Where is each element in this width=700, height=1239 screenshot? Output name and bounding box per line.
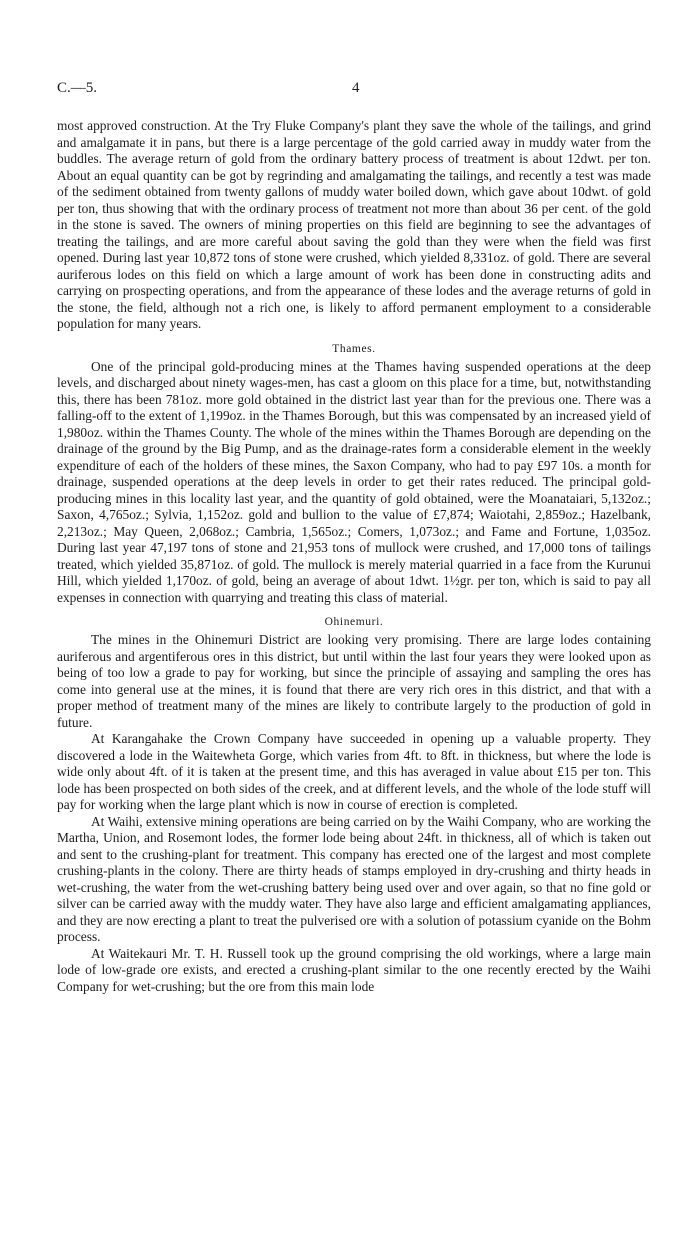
- paragraph-2: One of the principal gold-producing mines at the Thames having suspended operations at the deep levels, and discharged about ninety wages-men, has cast a gloom on this place for a time, but, notwithstanding this, there has been 781oz. more gold obtained in the district last year than for the previous one. There was a falling-off to the extent of 1,199oz. in the Thames Borough, but this was compensated by an increased yield of 1,980oz. within the Thames County. The whole of the mines within the Thames Borough are depending on the drainage of the ground by the Big Pump, and as the drainage-rates form a considerable element in the weekly expenditure of each of the holders of these mines, the Saxon Company, who had to pay £97 10s. a month for drainage, suspended operations at the deep levels in order to get their rates reduced. The principal gold-producing mines in this locality last year, and the quantity of gold obtained, were the Moanataiari, 5,132oz.; Saxon, 4,765oz.; Sylvia, 1,152oz. gold and bullion to the value of £7,874; Waiotahi, 2,859oz.; Hazelbank, 2,213oz.; May Queen, 2,068oz.; Cambria, 1,565oz.; Comers, 1,073oz.; and Fame and Fortune, 1,035oz. During last year 47,197 tons of stone and 21,953 tons of mullock were crushed, and 17,000 tons of tailings treated, which yielded 35,871oz. of gold. The mullock is merely material quarried in a face from the Kurunui Hill, which yielded 1,170oz. of gold, being an average of about 1dwt. 1½gr. per ton, which is said to pay all expenses in connection with quarrying and treating this class of material.: [57, 358, 651, 605]
- paragraph-6: At Waitekauri Mr. T. H. Russell took up the ground comprising the old workings, where a large main lode of low-grade ore exists, and erected a crushing-plant similar to the one recently erected by the Waihi Company for wet-crushing; but the ore from this main lode: [57, 945, 651, 994]
- document-reference: C.—5.: [57, 80, 98, 96]
- page-header: [57, 80, 647, 100]
- page-number: 4: [352, 80, 360, 96]
- paragraph-5: At Waihi, extensive mining operations are being carried on by the Waihi Company, who are working the Martha, Union, and Rosemont lodes, the former lode being about 24ft. in thickness, all of which is taken out and sent to the crushing-plant for treatment. This company has erected one of the largest and most complete crushing-plants in the colony. There are thirty heads of stamps employed in dry-crushing and thirty heads in wet-crushing, the water from the wet-crushing battery being used over and over again, so that no fine gold or silver can be carried away with the muddy water. They have also large and efficient amalgamating appliances, and they are now erecting a plant to treat the pulverised ore with a solution of potassium cyanide on the Bohm process.: [57, 813, 651, 944]
- section-heading-ohinemuri: Ohinemuri.: [324, 616, 384, 628]
- paragraph-1: most approved construction. At the Try Fluke Company's plant they save the whole of the tailings, and grind and amalgamate it in pans, but there is a large percentage of the gold carried away in muddy water from the buddles. The average return of gold from the ordinary battery process of treatment is about 12dwt. per ton. About an equal quantity can be got by regrinding and amalgamating the tailings, and recently a test was made of the sediment obtained from twenty gallons of muddy water boiled down, which gave about 10dwt. of gold per ton, thus showing that with the ordinary process of treatment not more than about 36 per cent. of the gold in the stone is saved. The owners of mining properties on this field are beginning to see the advantages of treating the tailings, and are more careful about saving the gold than they were when the field was first opened. During last year 10,872 tons of stone were crushed, which yielded 8,331oz. of gold. There are several auriferous lodes on this field on which a large amount of work has been done in constructing adits and carrying on prospecting operations, and from the appearance of these lodes and the average returns of gold in the stone, the field, although not a rich one, is likely to afford permanent employment to a considerable population for many years.: [57, 118, 651, 331]
- paragraph-4: At Karangahake the Crown Company have succeeded in opening up a valuable property. They discovered a lode in the Waitewheta Gorge, which varies from 4ft. to 8ft. in thickness, but where the lode is wide only about 4ft. of it is taken at the present time, and this has averaged in value about £15 per ton. This lode has been prospected on both sides of the creek, and at different levels, and the whole of the lode stuff will pay for working when the large plant which is now in course of erection is completed.: [57, 731, 651, 812]
- body-text: [57, 118, 651, 995]
- paragraph-3: The mines in the Ohinemuri District are looking very promising. There are large lodes containing auriferous and argentiferous ores in this district, but until within the last four years they were looked upon as being of too low a grade to pay for working, but since the principle of assaying and sampling the ores has come into general use at the mines, it is found that there are very rich ores in this district, and that with a proper method of treatment many of the mines are likely to contribute largely to the production of gold in future.: [57, 632, 651, 730]
- section-heading-thames: Thames.: [332, 342, 376, 355]
